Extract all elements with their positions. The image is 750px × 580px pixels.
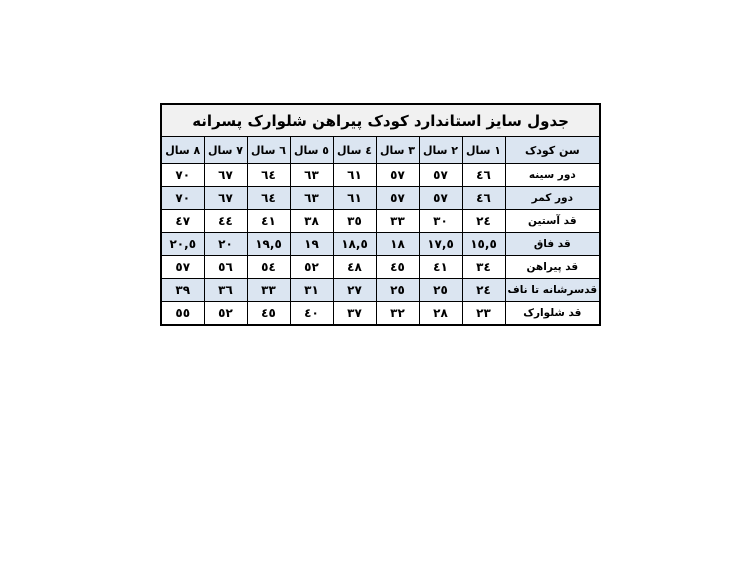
value-cell: ٥٤ bbox=[247, 256, 290, 279]
value-cell: ٤١ bbox=[247, 210, 290, 233]
header-cell-age-2: ٢ سال bbox=[419, 137, 462, 164]
value-cell: ١٩ bbox=[290, 233, 333, 256]
row-label: دور کمر bbox=[505, 187, 600, 210]
value-cell: ٦٧ bbox=[204, 187, 247, 210]
value-cell: ٦٣ bbox=[290, 187, 333, 210]
table-title: جدول سایز استاندارد کودک پیراهن شلوارک پسرانه bbox=[161, 104, 600, 137]
header-cell-age-4: ٤ سال bbox=[333, 137, 376, 164]
value-cell: ٤٦ bbox=[462, 187, 505, 210]
value-cell: ٤٥ bbox=[247, 302, 290, 326]
value-cell: ٥٧ bbox=[376, 164, 419, 187]
table-row-waist bbox=[161, 187, 600, 210]
value-cell: ١٥,٥ bbox=[462, 233, 505, 256]
value-cell: ٧٠ bbox=[161, 187, 204, 210]
table-row-chest bbox=[161, 164, 600, 187]
value-cell: ٣٣ bbox=[376, 210, 419, 233]
row-label: دور سینه bbox=[505, 164, 600, 187]
value-cell: ٦٣ bbox=[290, 164, 333, 187]
value-cell: ١٩,٥ bbox=[247, 233, 290, 256]
header-cell-age-6: ٦ سال bbox=[247, 137, 290, 164]
header-cell-age-7: ٧ سال bbox=[204, 137, 247, 164]
row-label: قد پیراهن bbox=[505, 256, 600, 279]
value-cell: ٤١ bbox=[419, 256, 462, 279]
value-cell: ٢٠ bbox=[204, 233, 247, 256]
value-cell: ٥٢ bbox=[290, 256, 333, 279]
value-cell: ٣٢ bbox=[376, 302, 419, 326]
value-cell: ٢٥ bbox=[376, 279, 419, 302]
table-title-row bbox=[161, 104, 600, 137]
value-cell: ١٨,٥ bbox=[333, 233, 376, 256]
row-label: قد آستین bbox=[505, 210, 600, 233]
value-cell: ٤٠ bbox=[290, 302, 333, 326]
value-cell: ٤٧ bbox=[161, 210, 204, 233]
table-row-shoulder-to-navel bbox=[161, 279, 600, 302]
header-cell-age-3: ٣ سال bbox=[376, 137, 419, 164]
value-cell: ٥٧ bbox=[419, 187, 462, 210]
value-cell: ٥٦ bbox=[204, 256, 247, 279]
row-label: قدسرشانه تا ناف bbox=[505, 279, 600, 302]
value-cell: ٢٧ bbox=[333, 279, 376, 302]
value-cell: ٣٣ bbox=[247, 279, 290, 302]
value-cell: ٥٧ bbox=[376, 187, 419, 210]
table-row-sleeve bbox=[161, 210, 600, 233]
value-cell: ٧٠ bbox=[161, 164, 204, 187]
value-cell: ٢٥ bbox=[419, 279, 462, 302]
value-cell: ٢٤ bbox=[462, 279, 505, 302]
value-cell: ٥٢ bbox=[204, 302, 247, 326]
header-cell-age: سن کودک bbox=[505, 137, 600, 164]
value-cell: ٣٧ bbox=[333, 302, 376, 326]
value-cell: ٢٠,٥ bbox=[161, 233, 204, 256]
value-cell: ٥٥ bbox=[161, 302, 204, 326]
table-row-crotch bbox=[161, 233, 600, 256]
value-cell: ٦٤ bbox=[247, 187, 290, 210]
value-cell: ١٨ bbox=[376, 233, 419, 256]
value-cell: ٣٦ bbox=[204, 279, 247, 302]
value-cell: ٥٧ bbox=[161, 256, 204, 279]
value-cell: ٣٥ bbox=[333, 210, 376, 233]
value-cell: ٣٩ bbox=[161, 279, 204, 302]
size-chart-table bbox=[160, 103, 601, 326]
value-cell: ٣٨ bbox=[290, 210, 333, 233]
table-header-row bbox=[161, 137, 600, 164]
value-cell: ١٧,٥ bbox=[419, 233, 462, 256]
row-label: قد فاق bbox=[505, 233, 600, 256]
value-cell: ٦٤ bbox=[247, 164, 290, 187]
value-cell: ٦١ bbox=[333, 164, 376, 187]
value-cell: ٣٤ bbox=[462, 256, 505, 279]
value-cell: ٦٧ bbox=[204, 164, 247, 187]
header-cell-age-1: ١ سال bbox=[462, 137, 505, 164]
row-label: قد شلوارک bbox=[505, 302, 600, 326]
value-cell: ٤٦ bbox=[462, 164, 505, 187]
value-cell: ٢٨ bbox=[419, 302, 462, 326]
value-cell: ٢٣ bbox=[462, 302, 505, 326]
value-cell: ٤٥ bbox=[376, 256, 419, 279]
header-cell-age-8: ٨ سال bbox=[161, 137, 204, 164]
value-cell: ٤٤ bbox=[204, 210, 247, 233]
value-cell: ٣٠ bbox=[419, 210, 462, 233]
value-cell: ٤٨ bbox=[333, 256, 376, 279]
value-cell: ٦١ bbox=[333, 187, 376, 210]
header-cell-age-5: ٥ سال bbox=[290, 137, 333, 164]
value-cell: ٢٤ bbox=[462, 210, 505, 233]
table-row-shirt-length bbox=[161, 256, 600, 279]
value-cell: ٥٧ bbox=[419, 164, 462, 187]
table-row-shorts-length bbox=[161, 302, 600, 326]
value-cell: ٣١ bbox=[290, 279, 333, 302]
